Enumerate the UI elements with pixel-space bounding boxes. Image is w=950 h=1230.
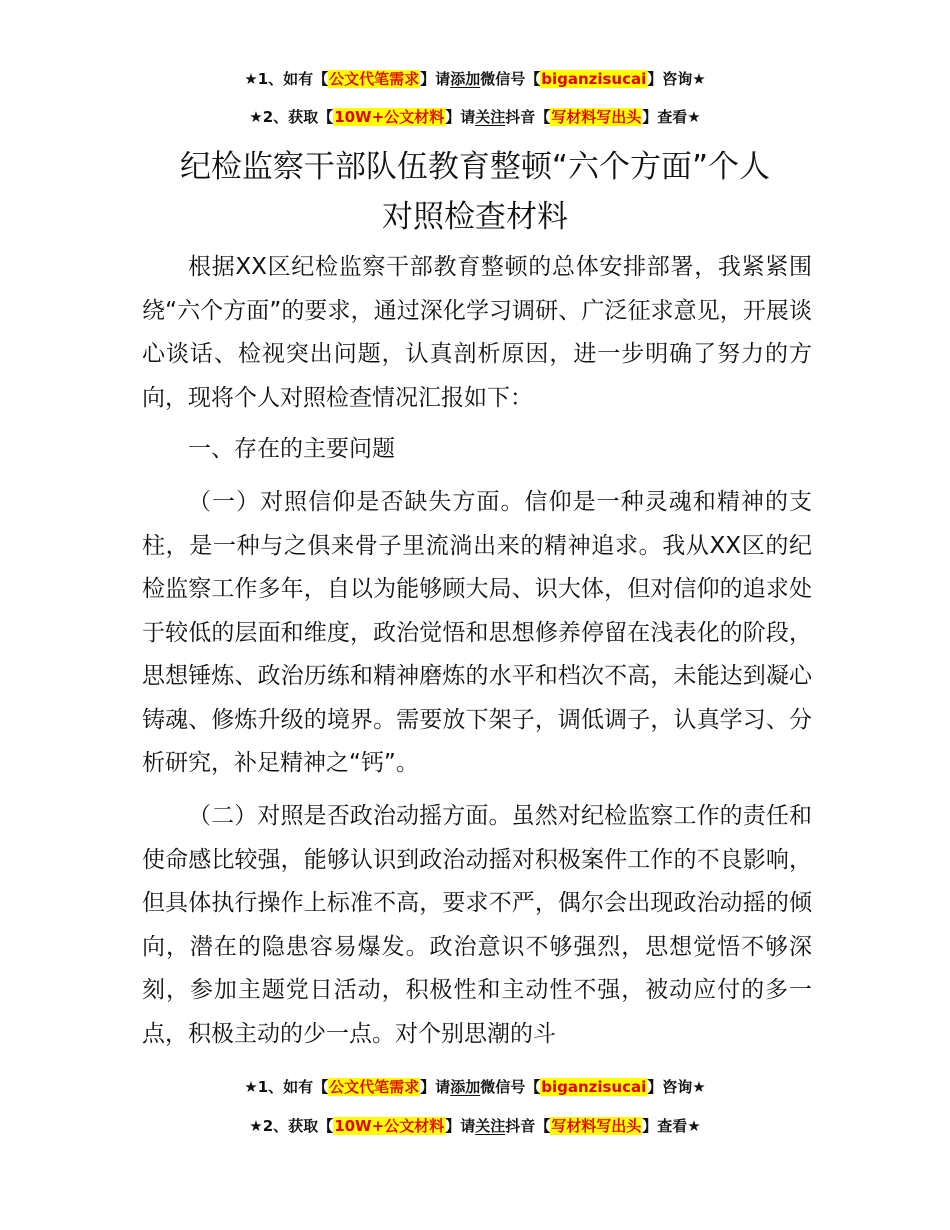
footer-promo2-text-2: 抖音【	[505, 1117, 551, 1135]
promo1-underlined: 添加	[450, 70, 481, 88]
footer-promo2-underlined: 关注	[475, 1117, 506, 1135]
promo1-text-2: 微信号【	[480, 70, 541, 88]
footer-promo1-text-2: 微信号【	[480, 1078, 541, 1096]
promo1-suffix: 】咨询★	[647, 70, 706, 88]
promo1-highlight-wechat-id: biganzisucai	[541, 70, 647, 88]
footer-promo1-prefix: ★1、如有【	[244, 1078, 329, 1096]
footer-promo2-suffix: 】查看★	[642, 1117, 701, 1135]
promo2-prefix: ★2、获取【	[249, 108, 334, 126]
promo1-highlight-ghostwriting: 公文代笔需求	[329, 70, 420, 88]
footer-promo2-highlight-materials: 10W+公文材料	[334, 1117, 445, 1135]
footer-promo1-highlight-ghostwriting: 公文代笔需求	[329, 1078, 420, 1096]
footer-promo-line-2	[0, 1115, 950, 1137]
footer-promo1-highlight-wechat-id: biganzisucai	[541, 1078, 647, 1096]
document-title-line-2: 对照检查材料	[382, 199, 568, 235]
promo2-highlight-materials: 10W+公文材料	[334, 108, 445, 126]
document-title-line-1: 纪检监察干部队伍教育整顿“六个方面”个人	[179, 149, 771, 185]
promo2-text: 】请	[445, 108, 476, 126]
promo-line-1	[0, 68, 950, 90]
footer-promo-line-1	[0, 1076, 950, 1098]
promo1-text: 】请	[420, 70, 451, 88]
paragraph-faith: （一）对照信仰是否缺失方面。信仰是一种灵魂和精神的支柱，是一种与之俱来骨子里流淌出来的精神追求。我从XX区的纪检监察工作多年，自以为能够顾大局、识大体，但对信仰的追求处于较低的层面和维度，政治觉悟和思想修养停留在浅表化的阶段，思想锤炼、政治历练和精神磨炼的水平和档次不高，未能达到凝心铸魂、修炼升级的境界。需要放下架子，调低调子，认真学习、分析研究，补足精神之“钙”。	[142, 489, 812, 776]
paragraph-political: （二）对照是否政治动摇方面。虽然对纪检监察工作的责任和使命感比较强，能够认识到政治动摇对积极案件工作的不良影响，但具体执行操作上标准不高，要求不严，偶尔会出现政治动摇的倾向，潜在的隐患容易爆发。政治意识不够强烈，思想觉悟不够深刻，参加主题党日活动，积极性和主动性不强，被动应付的多一点，积极主动的少一点。对个别思潮的斗	[142, 803, 812, 1047]
document-title	[120, 142, 830, 242]
promo1-prefix: ★1、如有【	[244, 70, 329, 88]
promo2-text-2: 抖音【	[505, 108, 551, 126]
promo2-suffix: 】查看★	[642, 108, 701, 126]
footer-promo1-text: 】请	[420, 1078, 451, 1096]
promo-line-2	[0, 106, 950, 128]
footer-promo2-text: 】请	[445, 1117, 476, 1135]
promo2-underlined: 关注	[475, 108, 506, 126]
section-heading-problems: 一、存在的主要问题	[188, 436, 395, 462]
footer-promo1-underlined: 添加	[450, 1078, 481, 1096]
intro-paragraph: 根据XX区纪检监察干部教育整顿的总体安排部署，我紧紧围绕“六个方面”的要求，通过深化学习调研、广泛征求意见，开展谈心谈话、检视突出问题，认真剖析原因，进一步明确了努力的方向，现将个人对照检查情况汇报如下：	[142, 254, 812, 411]
footer-promo1-suffix: 】咨询★	[647, 1078, 706, 1096]
footer-promo2-prefix: ★2、获取【	[249, 1117, 334, 1135]
footer-promo2-highlight-douyin: 写材料写出头	[551, 1117, 642, 1135]
promo2-highlight-douyin: 写材料写出头	[551, 108, 642, 126]
